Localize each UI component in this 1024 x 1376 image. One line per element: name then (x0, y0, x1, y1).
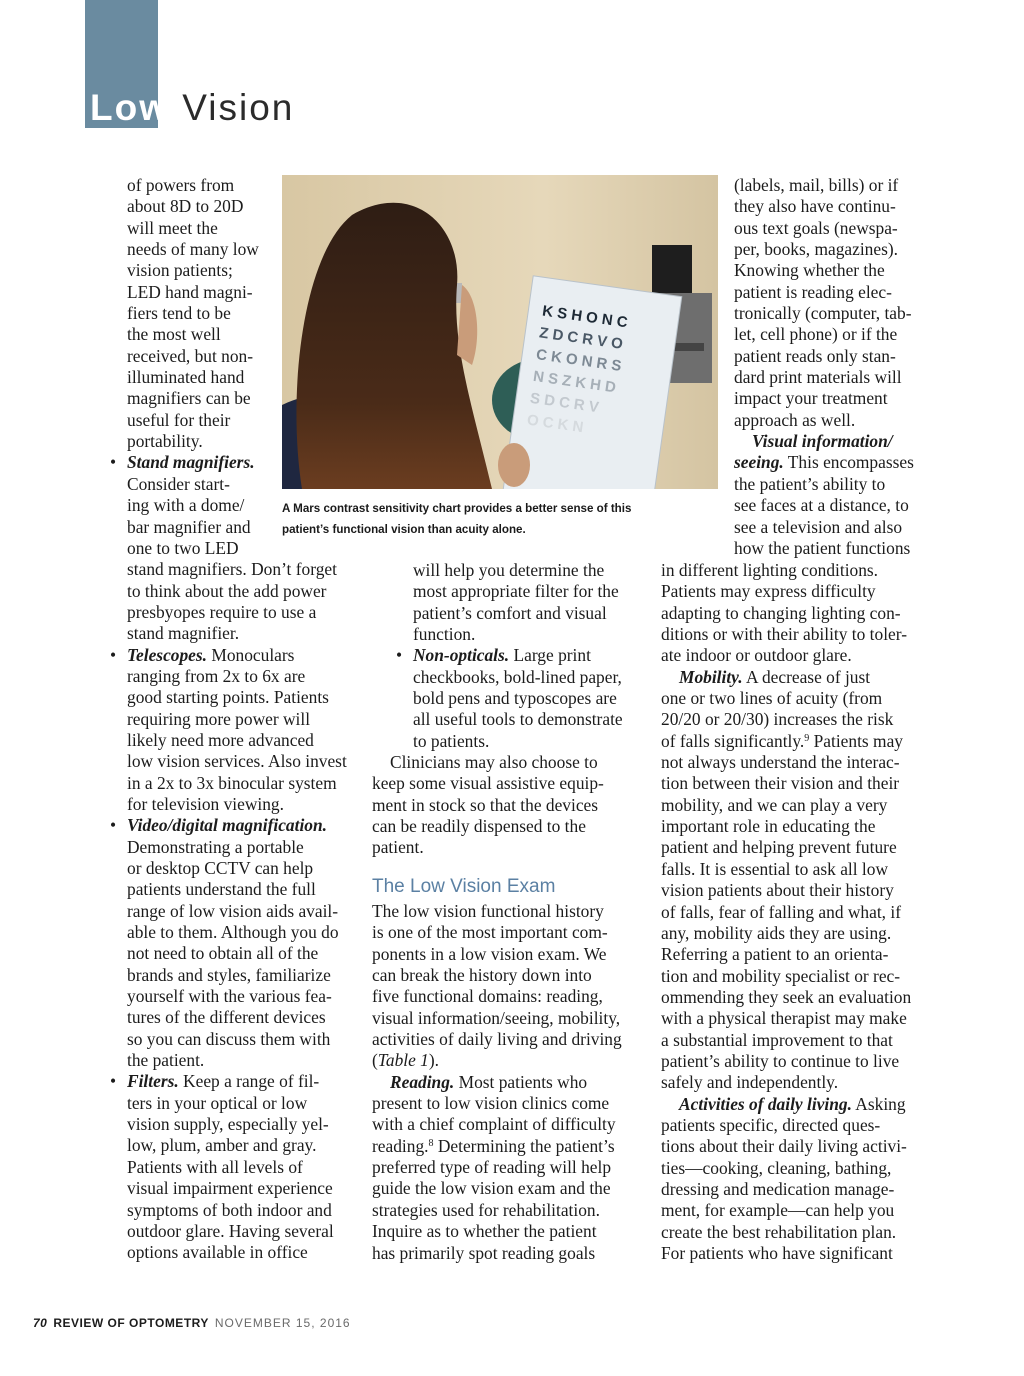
run-in-heading: Video/digital magnification. (127, 815, 328, 836)
text-line (661, 1136, 941, 1157)
text-line (102, 1178, 372, 1199)
text-line (102, 858, 372, 879)
text-line (661, 1094, 941, 1115)
run-in-heading: seeing. (734, 452, 784, 473)
text-line (102, 709, 372, 730)
text-line (734, 388, 934, 409)
line-text: of falls significantly. (661, 730, 805, 751)
line-text: ponents in a low vision exam. We (372, 943, 607, 964)
text-line (102, 879, 372, 900)
text-line (661, 923, 941, 944)
line-text: one to two LED (127, 537, 239, 558)
line-text: for television viewing. (127, 793, 284, 814)
text-line (661, 624, 941, 645)
text-line (102, 687, 372, 708)
line-text: vision patients; (127, 260, 233, 281)
line-text: ). (428, 1050, 439, 1071)
line-text: most appropriate filter for the (413, 581, 619, 602)
column-3-top (734, 175, 934, 559)
line-text: LED hand magni- (127, 281, 253, 302)
line-text: stand magnifiers. Don’t forget (127, 559, 337, 580)
text-line (734, 260, 934, 281)
line-text: illuminated hand (127, 367, 245, 388)
publication-name: REVIEW OF OPTOMETRY (53, 1316, 209, 1330)
text-line (102, 581, 372, 602)
line-text: tures of the different devices (127, 1007, 326, 1028)
text-line (661, 667, 941, 688)
text-line (661, 752, 941, 773)
text-line (734, 517, 934, 538)
line-text: 20/20 or 20/30) increases the risk (661, 709, 894, 730)
caption-line: patient’s functional vision than acuity alone. (282, 523, 526, 536)
line-text: function. (413, 624, 476, 645)
text-line (102, 1071, 372, 1092)
line-text: per, books, magazines). (734, 239, 898, 260)
text-line (661, 944, 941, 965)
text-line (372, 1008, 654, 1029)
line-text: Most patients who (454, 1071, 588, 1092)
line-text: bold pens and typoscopes are (413, 688, 617, 709)
text-line (372, 560, 654, 581)
text-line (372, 773, 654, 794)
section-title-strong: Low (90, 87, 170, 128)
text-line (372, 603, 654, 624)
line-text: can break the history down into (372, 965, 592, 986)
text-line (734, 282, 934, 303)
line-text: patient’s ability to continue to live (661, 1050, 900, 1071)
line-text: to patients. (413, 730, 490, 751)
text-line (372, 837, 654, 858)
figure-caption (282, 498, 718, 540)
line-text: Monoculars (207, 644, 295, 665)
text-line (102, 773, 372, 794)
line-text: ranging from 2x to 6x are (127, 665, 306, 686)
column-2 (372, 560, 654, 859)
line-text: patients understand the full (127, 879, 316, 900)
line-text: see faces at a distance, to (734, 495, 909, 516)
text-line (372, 795, 654, 816)
text-line (661, 1030, 941, 1051)
line-text: visual impairment experience (127, 1178, 333, 1199)
line-text: with a physical therapist may make (661, 1008, 907, 1029)
issue-date: NOVEMBER 15, 2016 (214, 1316, 351, 1330)
text-line (734, 218, 934, 239)
line-text: with a chief complaint of difficulty (372, 1114, 616, 1135)
line-text: fiers tend to be (127, 303, 231, 324)
line-text: is one of the most important com- (372, 922, 608, 943)
text-line (372, 965, 654, 986)
line-text: patients specific, directed ques- (661, 1114, 881, 1135)
text-line (102, 1114, 372, 1135)
text-line (102, 1029, 372, 1050)
line-text: the patient. (127, 1050, 205, 1071)
line-text: brands and styles, familiarize (127, 964, 331, 985)
text-line (102, 1135, 372, 1156)
text-line (661, 709, 941, 730)
line-text: a substantial improvement to that (661, 1029, 893, 1050)
text-line (661, 859, 941, 880)
text-line (734, 346, 934, 367)
line-text: approach as well. (734, 409, 856, 430)
text-line (102, 922, 372, 943)
run-in-heading: Non-opticals. (413, 645, 510, 666)
line-text: Patients may (809, 730, 903, 751)
line-text: ( (372, 1050, 378, 1071)
text-line (102, 1050, 372, 1071)
line-text: strategies used for rehabilitation. (372, 1199, 600, 1220)
line-text: will meet the (127, 217, 218, 238)
line-text: ment, for example—can help you (661, 1200, 895, 1221)
section-title (90, 86, 294, 130)
line-text: ous text goals (newspa- (734, 217, 898, 238)
line-text: low vision services. Also invest (127, 751, 347, 772)
text-line (102, 1007, 372, 1028)
line-text: received, but non- (127, 345, 254, 366)
line-text: important role in educating the (661, 816, 876, 837)
line-text: to think about the add power (127, 580, 327, 601)
monitor-shape (652, 245, 692, 295)
text-line (661, 987, 941, 1008)
line-text: any, mobility aids they are using. (661, 922, 892, 943)
line-text: patient reads only stan- (734, 345, 896, 366)
line-text: likely need more advanced (127, 729, 314, 750)
line-text: about 8D to 20D (127, 196, 244, 217)
line-text: mobility, and we can play a very (661, 794, 888, 815)
text-line (102, 1093, 372, 1114)
line-text: For patients who have significant (661, 1243, 893, 1263)
line-text: vision patients about their history (661, 880, 894, 901)
text-line (102, 837, 372, 858)
page-number: 70 (33, 1316, 48, 1330)
text-line (372, 1029, 654, 1050)
line-text: good starting points. Patients (127, 687, 329, 708)
line-text: of falls, fear of falling and what, if (661, 901, 901, 922)
text-line (661, 816, 941, 837)
line-text: ters in your optical or low (127, 1092, 308, 1113)
line-text: all useful tools to demonstrate (413, 709, 623, 730)
text-line (102, 666, 372, 687)
text-line (661, 560, 941, 581)
text-line (372, 986, 654, 1007)
bullet-marker: • (110, 815, 117, 836)
text-line (372, 1178, 654, 1199)
line-text: presbyopes require to use a (127, 601, 317, 622)
text-line (661, 902, 941, 923)
line-text: dard print materials will (734, 367, 902, 388)
line-text: tronically (computer, tab- (734, 303, 912, 324)
text-line (372, 1072, 654, 1093)
line-text: A decrease of just (742, 666, 871, 687)
run-in-heading: Mobility. (679, 666, 743, 687)
text-line (372, 1157, 654, 1178)
chart-letter-row: S D C R V (528, 389, 600, 417)
line-text: safely and independently. (661, 1072, 839, 1093)
text-line (372, 1114, 654, 1135)
line-text: in a 2x to 3x binocular system (127, 772, 337, 793)
text-line (661, 1072, 941, 1093)
line-text: patient is reading elec- (734, 281, 892, 302)
text-line (661, 1008, 941, 1029)
text-line (734, 431, 934, 452)
bullet-marker: • (110, 1071, 117, 1092)
line-text: Large print (509, 645, 591, 666)
line-text: tion and mobility specialist or rec- (661, 965, 901, 986)
run-in-heading: Telescopes. (127, 644, 208, 665)
line-text: This encompasses (783, 452, 914, 473)
text-line (102, 986, 372, 1007)
line-text: stand magnifier. (127, 623, 240, 644)
line-text: vision supply, especially yel- (127, 1114, 329, 1135)
caption-line: A Mars contrast sensitivity chart provides a better sense of this (282, 502, 632, 515)
line-text: Inquire as to whether the patient (372, 1221, 597, 1242)
text-line (372, 901, 654, 922)
text-line (661, 773, 941, 794)
bullet-marker: • (110, 452, 117, 473)
chart-letter-row: N S Z K H D (532, 367, 617, 397)
text-line (661, 1243, 941, 1264)
text-line (102, 602, 372, 623)
line-text: impact your treatment (734, 388, 888, 409)
text-line (734, 538, 934, 559)
line-text: the patient’s ability to (734, 473, 886, 494)
line-text: Patients with all levels of (127, 1156, 303, 1177)
text-line (102, 538, 372, 559)
column-3 (661, 560, 941, 1264)
line-text: Asking (851, 1093, 906, 1114)
line-text: ommending they seek an evaluation (661, 986, 912, 1007)
text-line (372, 645, 654, 666)
line-text: the most well (127, 324, 221, 345)
line-text: bar magnifier and (127, 516, 251, 537)
line-text: or desktop CCTV can help (127, 858, 314, 878)
text-line (102, 901, 372, 922)
text-line (734, 239, 934, 260)
text-line (102, 751, 372, 772)
line-text: guide the low vision exam and the (372, 1178, 611, 1199)
text-line (734, 367, 934, 388)
text-line (661, 795, 941, 816)
line-text: tion between their vision and their (661, 773, 900, 794)
line-text: ment in stock so that the devices (372, 794, 599, 815)
line-text: ate indoor or outdoor glare. (661, 645, 852, 666)
line-text: visual information/seeing, mobility, (372, 1007, 621, 1028)
line-text: five functional domains: reading, (372, 986, 603, 1007)
run-in-heading: Activities of daily living. (679, 1093, 852, 1114)
text-line (372, 752, 654, 773)
line-text: Clinicians may also choose to (390, 752, 598, 773)
text-line (102, 645, 372, 666)
line-text: Referring a patient to an orienta- (661, 944, 889, 965)
line-text: options available in office (127, 1242, 308, 1263)
line-text: able to them. Although you do (127, 922, 339, 943)
text-line (734, 474, 934, 495)
text-line (102, 815, 372, 836)
text-line (372, 688, 654, 709)
line-text: low, plum, amber and gray. (127, 1135, 317, 1156)
text-line (372, 1200, 654, 1221)
line-text: will help you determine the (413, 560, 605, 580)
text-line (661, 966, 941, 987)
line-text: The low vision functional history (372, 901, 604, 921)
chart-letter-row: Z D C R V O (538, 324, 624, 353)
line-text: so you can discuss them with (127, 1028, 331, 1049)
text-line (372, 922, 654, 943)
table-reference: Table 1 (377, 1050, 429, 1071)
line-text: symptoms of both indoor and (127, 1199, 332, 1220)
line-text: create the best rehabilitation plan. (661, 1221, 897, 1242)
text-line (661, 1115, 941, 1136)
text-line (372, 1221, 654, 1242)
line-text: checkbooks, bold-lined paper, (413, 666, 622, 687)
line-text: useful for their (127, 409, 231, 430)
chart-letter-row: K S H O N C (541, 302, 629, 332)
line-text: preferred type of reading will help (372, 1157, 612, 1178)
line-text: patient and helping prevent future (661, 837, 897, 858)
text-line (372, 581, 654, 602)
line-text: Patients may express difficulty (661, 581, 876, 602)
chart-letter-row: O C K N (525, 411, 585, 437)
text-line (734, 175, 934, 196)
line-text: Demonstrating a portable (127, 836, 304, 857)
line-text: needs of many low (127, 239, 259, 260)
text-line (102, 1200, 372, 1221)
text-line (661, 731, 941, 752)
run-in-heading: Stand magnifiers. (127, 452, 255, 473)
text-line (102, 730, 372, 751)
text-line (372, 1093, 654, 1114)
text-line (102, 943, 372, 964)
line-text: they also have continu- (734, 196, 896, 217)
text-line (372, 816, 654, 837)
line-text: Consider start- (127, 473, 230, 494)
text-line (661, 688, 941, 709)
text-line (661, 603, 941, 624)
patient-photo (282, 175, 718, 489)
line-text: keep some visual assistive equip- (372, 773, 604, 794)
text-line (661, 1200, 941, 1221)
line-text: let, cell phone) or if the (734, 324, 898, 345)
line-text: magnifiers can be (127, 388, 251, 409)
line-text: dressing and medication manage- (661, 1178, 895, 1199)
text-line (734, 303, 934, 324)
line-text: of powers from (127, 175, 235, 195)
citation-superscript: 9 (804, 732, 810, 744)
run-in-heading: Filters. (127, 1071, 179, 1092)
line-text: yourself with the various fea- (127, 986, 332, 1007)
section-heading: The Low Vision Exam (372, 876, 556, 897)
text-line (661, 1158, 941, 1179)
run-in-heading: Visual information/ (752, 431, 893, 452)
text-line (102, 965, 372, 986)
text-line (372, 1050, 654, 1071)
line-text: patient’s comfort and visual (413, 602, 607, 623)
line-text: can be readily dispensed to the (372, 816, 586, 837)
text-line (102, 1221, 372, 1242)
line-text: (labels, mail, bills) or if (734, 175, 899, 195)
line-text: one or two lines of acuity (from (661, 688, 883, 709)
citation-superscript: 8 (428, 1137, 434, 1149)
text-line (661, 837, 941, 858)
text-line (734, 324, 934, 345)
line-text: activities of daily living and driving (372, 1029, 622, 1050)
text-line (661, 645, 941, 666)
column-2-body (372, 901, 654, 1264)
line-text: in different lighting conditions. (661, 560, 879, 580)
line-text: ties—cooking, cleaning, bathing, (661, 1157, 892, 1178)
line-text: patient. (372, 837, 424, 858)
line-text: range of low vision aids avail- (127, 900, 339, 921)
text-line (661, 1222, 941, 1243)
line-text: outdoor glare. Having several (127, 1220, 334, 1241)
text-line (102, 1242, 372, 1263)
text-line (372, 667, 654, 688)
line-text: not need to obtain all of the (127, 943, 319, 964)
text-line (102, 623, 372, 644)
chart-letter-row: C K O N R S (535, 346, 623, 375)
text-line (372, 731, 654, 752)
line-text: Keep a range of fil- (178, 1071, 320, 1092)
bullet-marker: • (396, 645, 403, 666)
line-text: requiring more power will (127, 708, 311, 729)
line-text: ditions or with their ability to toler- (661, 624, 907, 645)
text-line (372, 624, 654, 645)
text-line (102, 794, 372, 815)
line-text: Determining the patient’s (433, 1135, 615, 1156)
line-text: has primarily spot reading goals (372, 1242, 596, 1263)
text-line (661, 880, 941, 901)
text-line (734, 495, 934, 516)
line-text: present to low vision clinics come (372, 1093, 610, 1114)
text-line (372, 944, 654, 965)
line-text: tions about their daily living activi- (661, 1136, 907, 1157)
text-line (102, 1157, 372, 1178)
line-text: see a television and also (734, 516, 903, 537)
text-line (734, 196, 934, 217)
line-text: portability. (127, 431, 203, 452)
text-line (372, 1243, 654, 1264)
line-text: ing with a dome/ (127, 495, 245, 516)
text-line (102, 559, 372, 580)
text-line (661, 1051, 941, 1072)
line-text: not always understand the interac- (661, 752, 900, 773)
line-text: adapting to changing lighting con- (661, 602, 901, 623)
page-footer (33, 1316, 351, 1330)
bullet-marker: • (110, 644, 117, 665)
line-text: falls. It is essential to ask all low (661, 858, 889, 879)
line-text: Knowing whether the (734, 260, 885, 281)
run-in-heading: Reading. (390, 1071, 455, 1092)
line-text: reading. (372, 1135, 429, 1156)
text-line (661, 1179, 941, 1200)
text-line (661, 581, 941, 602)
section-title-rest: Vision (182, 87, 295, 128)
text-line (372, 709, 654, 730)
text-line (734, 452, 934, 473)
text-line (372, 1136, 654, 1157)
text-line (734, 410, 934, 431)
line-text: how the patient functions (734, 537, 911, 558)
